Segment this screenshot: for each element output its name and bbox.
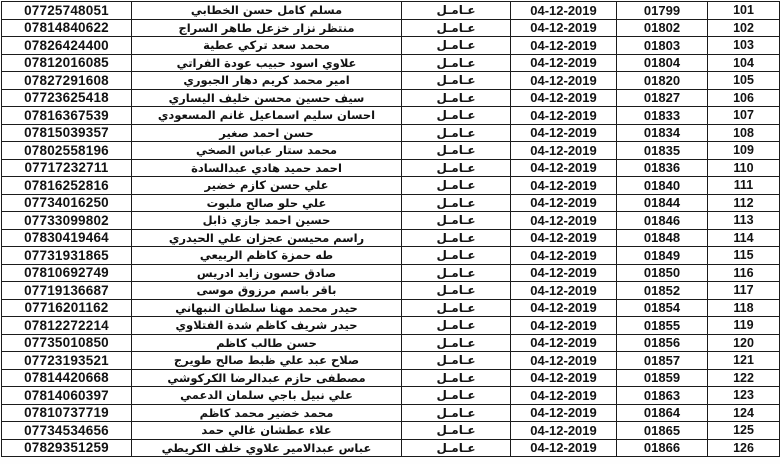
cell-row-number: 106 [708,89,780,107]
cell-sequence-number: 01844 [617,194,708,212]
cell-phone-number: 07723193521 [2,352,132,370]
cell-occupation: عـامـل [402,229,511,247]
cell-phone-number: 07810737719 [2,404,132,422]
cell-phone-number: 07830419464 [2,229,132,247]
worker-registry-table [1,1,780,457]
cell-row-number: 115 [708,247,780,265]
cell-occupation: عـامـل [402,19,511,37]
cell-sequence-number: 01836 [617,159,708,177]
cell-full-name: امير محمد كريم دهار الجبوري [132,72,402,90]
table-row [2,334,780,352]
cell-row-number: 116 [708,264,780,282]
cell-row-number: 117 [708,282,780,300]
cell-date: 04-12-2019 [511,229,617,247]
table-row [2,72,780,90]
cell-full-name: احسان سليم اسماعيل غانم المسعودي [132,107,402,125]
cell-full-name: حيدر محمد مهنا سلطان النبهاني [132,299,402,317]
cell-phone-number: 07812016085 [2,54,132,72]
cell-full-name: مسلم كامل حسن الخطابي [132,2,402,20]
cell-date: 04-12-2019 [511,334,617,352]
cell-row-number: 102 [708,19,780,37]
cell-phone-number: 07816367539 [2,107,132,125]
cell-date: 04-12-2019 [511,2,617,20]
cell-phone-number: 07734534656 [2,422,132,440]
cell-date: 04-12-2019 [511,352,617,370]
cell-sequence-number: 01804 [617,54,708,72]
cell-occupation: عـامـل [402,404,511,422]
table-row [2,194,780,212]
cell-date: 04-12-2019 [511,422,617,440]
table-row [2,264,780,282]
cell-full-name: صلاح عبد علي ظبط صالح طويرج [132,352,402,370]
cell-sequence-number: 01856 [617,334,708,352]
cell-date: 04-12-2019 [511,439,617,457]
cell-date: 04-12-2019 [511,387,617,405]
cell-row-number: 114 [708,229,780,247]
cell-phone-number: 07829351259 [2,439,132,457]
cell-full-name: سيف حسين محسن خليف اليساري [132,89,402,107]
cell-row-number: 124 [708,404,780,422]
cell-sequence-number: 01849 [617,247,708,265]
cell-row-number: 110 [708,159,780,177]
table-row [2,317,780,335]
cell-full-name: احمد حميد هادي عبدالسادة [132,159,402,177]
cell-phone-number: 07719136687 [2,282,132,300]
cell-occupation: عـامـل [402,159,511,177]
cell-full-name: حيدر شريف كاظم شدة الفتلاوي [132,317,402,335]
worker-table-body [2,2,780,457]
cell-date: 04-12-2019 [511,37,617,55]
cell-row-number: 112 [708,194,780,212]
cell-date: 04-12-2019 [511,159,617,177]
cell-date: 04-12-2019 [511,54,617,72]
table-row [2,352,780,370]
table-row [2,124,780,142]
cell-phone-number: 07802558196 [2,142,132,160]
cell-full-name: عباس عبدالامير علاوي خلف الكريطي [132,439,402,457]
cell-full-name: محمد سعد تركي عطية [132,37,402,55]
cell-occupation: عـامـل [402,107,511,125]
cell-date: 04-12-2019 [511,247,617,265]
cell-full-name: علاوي اسود حبيب عودة الفراتي [132,54,402,72]
cell-date: 04-12-2019 [511,317,617,335]
cell-phone-number: 07814420668 [2,369,132,387]
cell-full-name: منتظر نزار خزعل طاهر السراج [132,19,402,37]
cell-full-name: مصطفى حازم عبدالرضا الكركوشي [132,369,402,387]
cell-occupation: عـامـل [402,72,511,90]
cell-full-name: محمد ستار عباس الصخي [132,142,402,160]
cell-row-number: 101 [708,2,780,20]
cell-occupation: عـامـل [402,317,511,335]
cell-phone-number: 07733099802 [2,212,132,230]
cell-phone-number: 07827291608 [2,72,132,90]
cell-occupation: عـامـل [402,299,511,317]
table-row [2,2,780,20]
cell-phone-number: 07723625418 [2,89,132,107]
cell-occupation: عـامـل [402,352,511,370]
cell-full-name: طه حمزة كاظم الربيعي [132,247,402,265]
cell-date: 04-12-2019 [511,194,617,212]
cell-occupation: عـامـل [402,142,511,160]
cell-sequence-number: 01863 [617,387,708,405]
cell-phone-number: 07735010850 [2,334,132,352]
cell-date: 04-12-2019 [511,19,617,37]
cell-occupation: عـامـل [402,439,511,457]
table-row [2,54,780,72]
cell-phone-number: 07814060397 [2,387,132,405]
cell-phone-number: 07826424400 [2,37,132,55]
cell-sequence-number: 01864 [617,404,708,422]
cell-full-name: راسم محيسن عجزان علي الحيدري [132,229,402,247]
cell-date: 04-12-2019 [511,212,617,230]
table-row [2,247,780,265]
cell-sequence-number: 01835 [617,142,708,160]
table-row [2,177,780,195]
cell-full-name: حسن طالب كاظم [132,334,402,352]
table-row [2,89,780,107]
cell-sequence-number: 01799 [617,2,708,20]
cell-row-number: 104 [708,54,780,72]
cell-row-number: 126 [708,439,780,457]
cell-phone-number: 07716201162 [2,299,132,317]
cell-full-name: باقر باسم مرزوق موسى [132,282,402,300]
cell-sequence-number: 01820 [617,72,708,90]
cell-sequence-number: 01850 [617,264,708,282]
cell-occupation: عـامـل [402,264,511,282]
cell-occupation: عـامـل [402,387,511,405]
table-row [2,439,780,457]
cell-date: 04-12-2019 [511,404,617,422]
cell-occupation: عـامـل [402,177,511,195]
cell-sequence-number: 01854 [617,299,708,317]
cell-row-number: 121 [708,352,780,370]
cell-row-number: 122 [708,369,780,387]
cell-phone-number: 07816252816 [2,177,132,195]
cell-full-name: علاء عطشان غالي حمد [132,422,402,440]
table-row [2,107,780,125]
cell-phone-number: 07812272214 [2,317,132,335]
cell-row-number: 105 [708,72,780,90]
cell-full-name: صادق حسون زايد ادريس [132,264,402,282]
table-row [2,387,780,405]
cell-row-number: 111 [708,177,780,195]
table-row [2,369,780,387]
cell-date: 04-12-2019 [511,282,617,300]
cell-row-number: 108 [708,124,780,142]
cell-sequence-number: 01802 [617,19,708,37]
cell-phone-number: 07815039357 [2,124,132,142]
cell-phone-number: 07731931865 [2,247,132,265]
cell-occupation: عـامـل [402,334,511,352]
table-row [2,142,780,160]
cell-date: 04-12-2019 [511,107,617,125]
cell-sequence-number: 01846 [617,212,708,230]
cell-row-number: 109 [708,142,780,160]
cell-full-name: حسين احمد جازي ذابل [132,212,402,230]
cell-sequence-number: 01848 [617,229,708,247]
cell-full-name: محمد خضير محمد كاظم [132,404,402,422]
cell-sequence-number: 01855 [617,317,708,335]
cell-occupation: عـامـل [402,247,511,265]
cell-row-number: 120 [708,334,780,352]
cell-full-name: علي حلو صالح ملبوت [132,194,402,212]
cell-row-number: 123 [708,387,780,405]
cell-sequence-number: 01857 [617,352,708,370]
cell-occupation: عـامـل [402,422,511,440]
cell-date: 04-12-2019 [511,142,617,160]
cell-phone-number: 07814840622 [2,19,132,37]
cell-row-number: 119 [708,317,780,335]
cell-row-number: 118 [708,299,780,317]
cell-date: 04-12-2019 [511,177,617,195]
cell-sequence-number: 01803 [617,37,708,55]
cell-occupation: عـامـل [402,212,511,230]
cell-occupation: عـامـل [402,2,511,20]
table-row [2,229,780,247]
cell-occupation: عـامـل [402,89,511,107]
table-row [2,37,780,55]
cell-date: 04-12-2019 [511,124,617,142]
cell-phone-number: 07734016250 [2,194,132,212]
cell-sequence-number: 01834 [617,124,708,142]
table-row [2,404,780,422]
cell-row-number: 125 [708,422,780,440]
cell-row-number: 103 [708,37,780,55]
table-row [2,159,780,177]
cell-occupation: عـامـل [402,124,511,142]
table-row [2,299,780,317]
cell-occupation: عـامـل [402,54,511,72]
cell-phone-number: 07725748051 [2,2,132,20]
cell-date: 04-12-2019 [511,264,617,282]
cell-sequence-number: 01852 [617,282,708,300]
cell-phone-number: 07810692749 [2,264,132,282]
cell-date: 04-12-2019 [511,299,617,317]
table-row [2,212,780,230]
cell-sequence-number: 01865 [617,422,708,440]
table-row [2,282,780,300]
cell-row-number: 113 [708,212,780,230]
cell-occupation: عـامـل [402,282,511,300]
cell-occupation: عـامـل [402,194,511,212]
cell-full-name: علي حسن كازم خضير [132,177,402,195]
cell-sequence-number: 01833 [617,107,708,125]
cell-date: 04-12-2019 [511,89,617,107]
cell-date: 04-12-2019 [511,369,617,387]
cell-date: 04-12-2019 [511,72,617,90]
cell-row-number: 107 [708,107,780,125]
cell-sequence-number: 01859 [617,369,708,387]
cell-full-name: حسن احمد صغير [132,124,402,142]
cell-sequence-number: 01866 [617,439,708,457]
cell-occupation: عـامـل [402,37,511,55]
table-row [2,19,780,37]
cell-full-name: علي نبيل باجي سلمان الدعمي [132,387,402,405]
cell-occupation: عـامـل [402,369,511,387]
cell-sequence-number: 01840 [617,177,708,195]
cell-phone-number: 07717232711 [2,159,132,177]
table-row [2,422,780,440]
cell-sequence-number: 01827 [617,89,708,107]
